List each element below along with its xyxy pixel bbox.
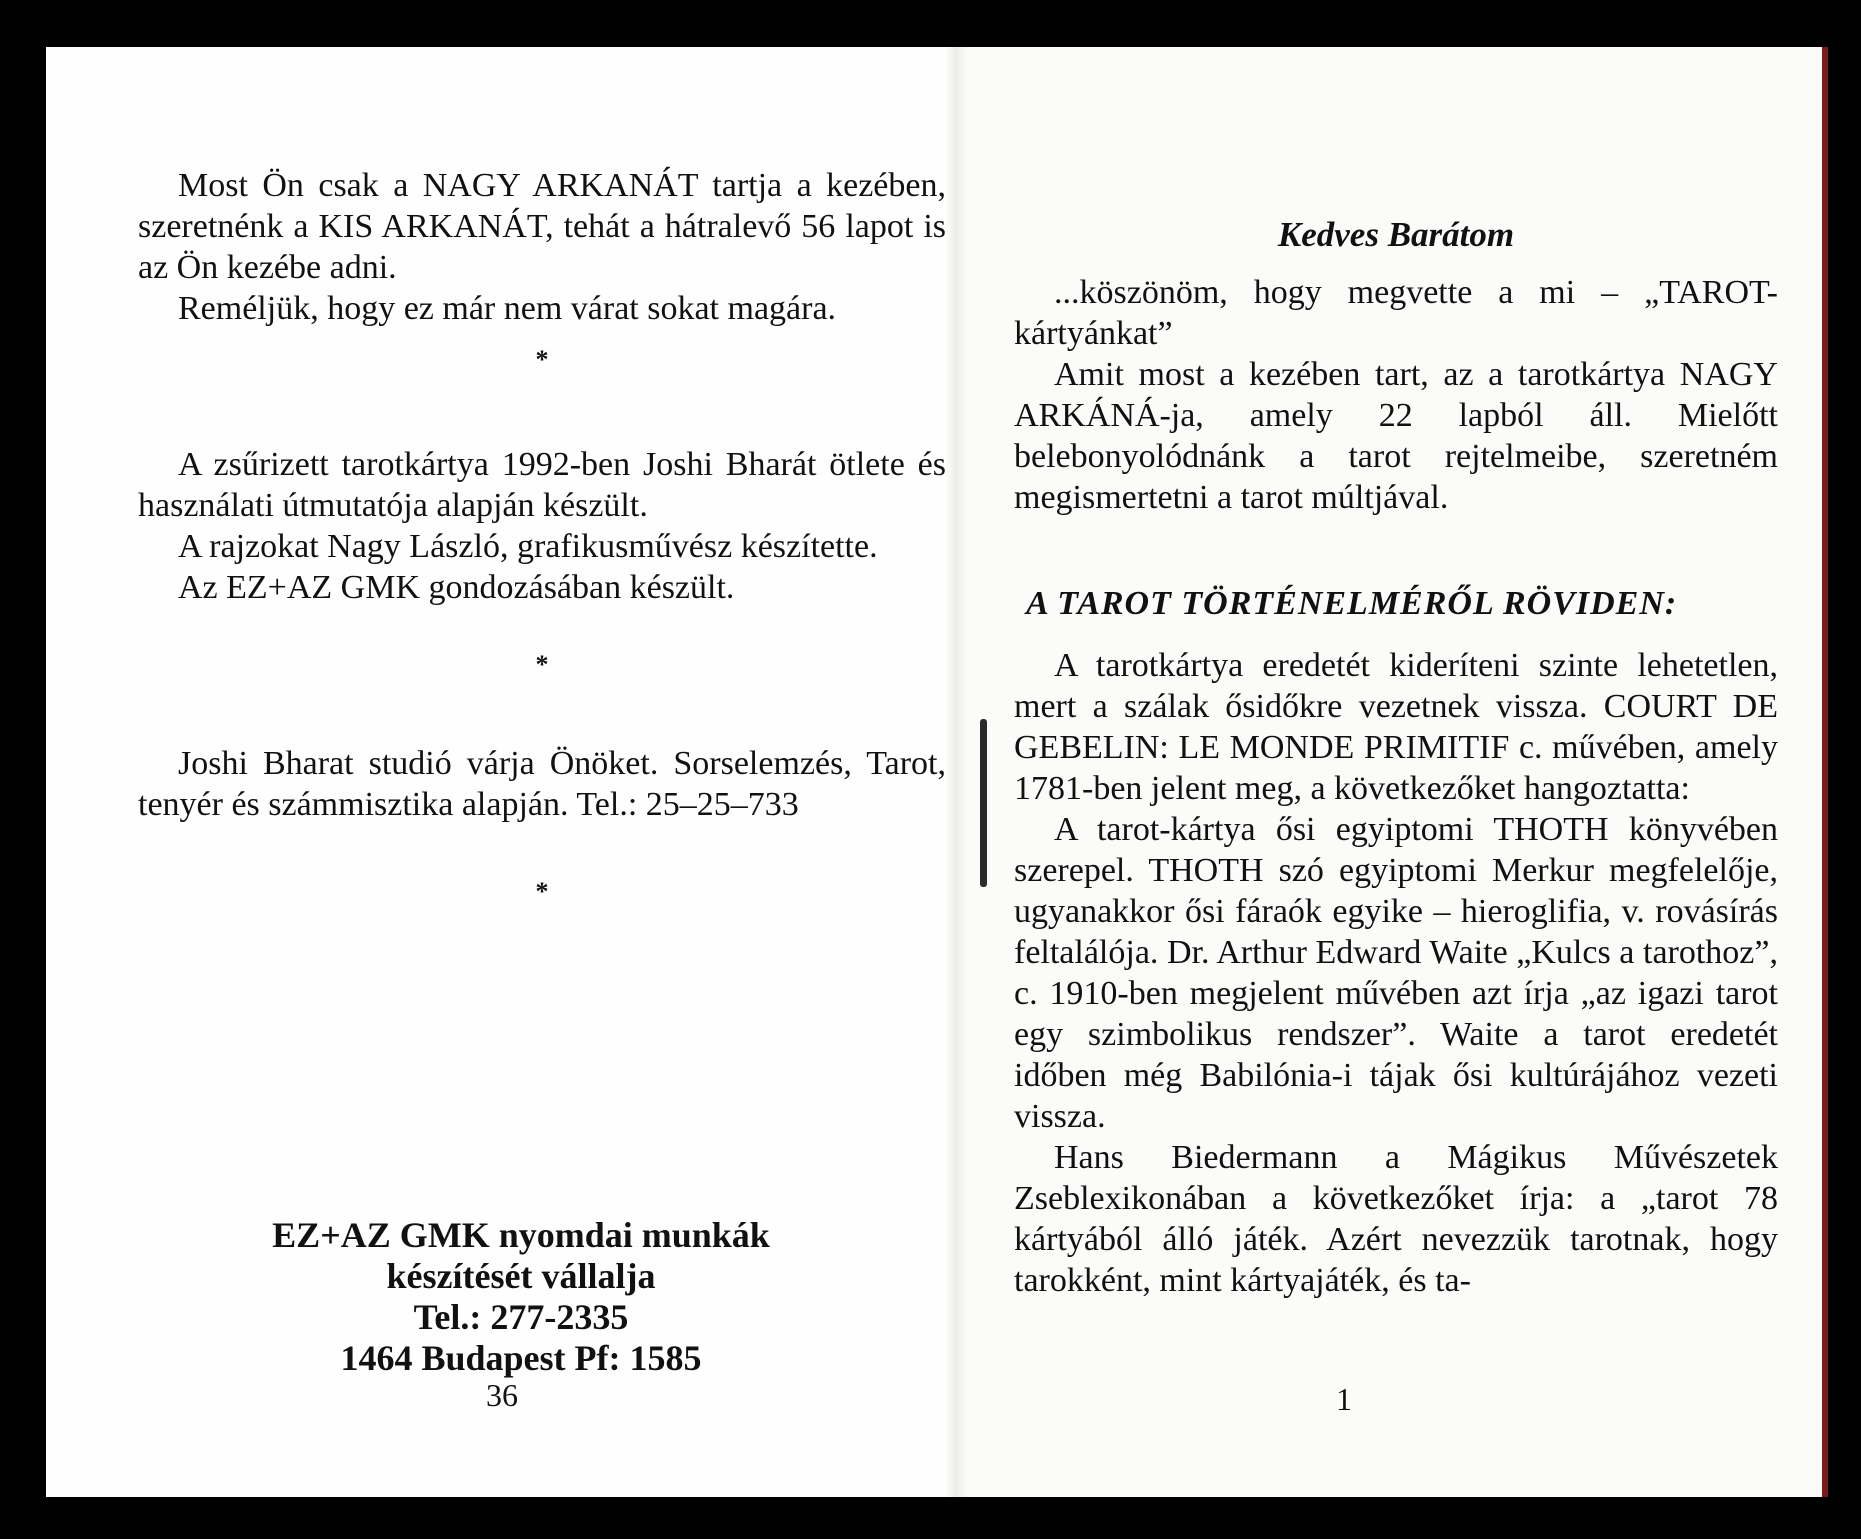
right-body-paragraph-2: A tarot-kártya ősi egyiptomi THOTH könyvében szerepel. THOTH szó egyiptomi Merkur megfelelője, ugyanakkor ősi fáraók egyike – hieroglifia, v. rovásírás feltalálója. Dr. Arthur Edward Waite „Kulcs a tarothoz”, c. 1910-ben megjelent művében azt írja „az igazi tarot egy szimbolikus rendszer”. Waite a tarot eredetét időben még Babilónia-i tájak ősi kultúrájához vezeti vissza. (1014, 811, 1778, 1135)
right-page-number: 1 (1336, 1381, 1352, 1417)
imprint-address: 1464 Budapest Pf: 1585 (340, 1338, 702, 1378)
left-paragraph-6: Joshi Bharat studió várja Önöket. Sorselemzés, Tarot, tenyér és számmisztika alapján. Tel.: 25–25–733 (138, 745, 946, 823)
right-body-paragraph-1: A tarotkártya eredetét kideríteni szinte lehetetlen, mert a szálak ősidőkre vezetnek vissza. COURT DE GEBELIN: LE MONDE PRIMITIF c. művében, amely 1781-ben jelent meg, a következőket hangoztatta: (1014, 647, 1778, 807)
imprint-phone: Tel.: 277-2335 (413, 1297, 629, 1337)
section-heading: A TAROT TÖRTÉNELMÉRŐL RÖVIDEN: (1026, 585, 1678, 622)
greeting-title: Kedves Barátom (1277, 215, 1515, 254)
left-paragraph-4: A rajzokat Nagy László, grafikusművész készítette. (178, 528, 878, 565)
right-intro (1014, 272, 1778, 518)
book-gutter (946, 47, 968, 1497)
left-page-number: 36 (486, 1377, 518, 1413)
right-body-paragraph-3: Hans Biedermann a Mágikus Művészetek Zseblexikonában a következőket írja: a „tarot 78 kártyából álló játék. Azért nevezzük tarotnak, hogy tarokként, mint kártyajáték, és ta- (1014, 1139, 1778, 1299)
imprint-line-2: készítését vállalja (386, 1256, 656, 1296)
left-paragraph-2: Reméljük, hogy ez már nem várat sokat magára. (178, 290, 837, 327)
right-intro-paragraph-1: ...köszönöm, hogy megvette a mi – „TAROT-kártyánkat” (1014, 274, 1778, 352)
separator-star-2: * (535, 650, 549, 679)
left-paragraph-1: Most Ön csak a NAGY ARKANÁT tartja a kezében, szeretnénk a KIS ARKANÁT, tehát a hátralevő 56 lapot is az Ön kezébe adni. (138, 167, 946, 286)
left-page-text (138, 165, 946, 912)
printer-imprint (136, 1215, 906, 1379)
right-body (1014, 645, 1778, 1301)
right-intro-paragraph-2: Amit most a kezében tart, az a tarotkártya NAGY ARKÁNÁ-ja, amely 22 lapból áll. Mielőtt belebonyolódnánk a tarot rejtelmeibe, szeretném megismertetni a tarot múltjával. (1014, 356, 1778, 516)
book-spread (46, 47, 1828, 1497)
separator-star-3: * (535, 877, 549, 906)
staple-mark (980, 719, 987, 887)
left-paragraph-5: Az EZ+AZ GMK gondozásában készült. (178, 569, 735, 606)
left-paragraph-3: A zsűrizett tarotkártya 1992-ben Joshi Bharát ötlete és használati útmutatója alapján készült. (138, 446, 946, 524)
separator-star-1: * (535, 345, 549, 374)
imprint-line-1: EZ+AZ GMK nyomdai munkák (272, 1215, 770, 1255)
